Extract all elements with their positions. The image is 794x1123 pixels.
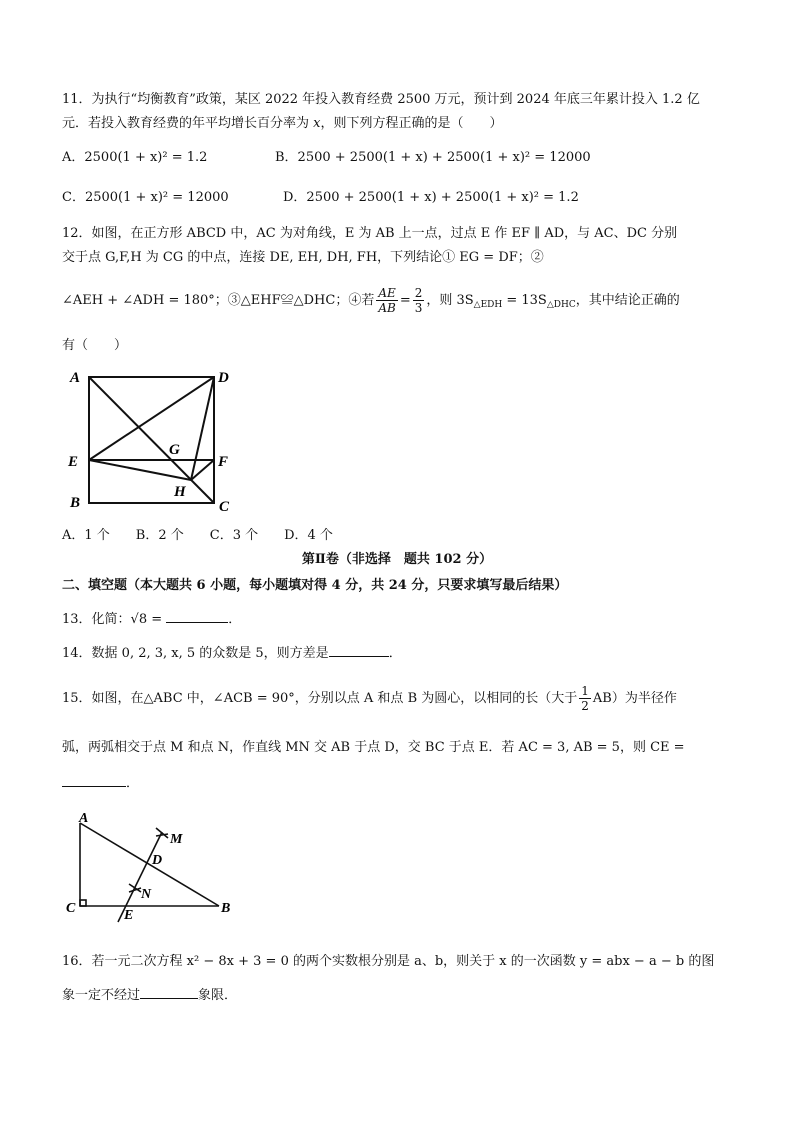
q16-line1: 16．若一元二次方程 x² − 8x + 3 = 0 的两个实数根分别是 a、b，则关于 x 的一次函数 y = abx − a − b 的图	[62, 954, 715, 969]
q12-label-h: H	[174, 484, 186, 500]
q12-line3-post: ，其中结论正确的	[575, 293, 680, 308]
q12-frac2-den: 3	[414, 301, 423, 315]
q15-triangle-figure	[62, 804, 247, 929]
q14-end: ．	[388, 646, 402, 661]
q12-line3-mid: ，则 3S	[426, 293, 474, 308]
q12-line2: 交于点 G,F,H 为 CG 的中点，连接 DE, EH, DH, FH，下列结论① EG = DF；②	[62, 250, 544, 265]
q12-label-b: B	[70, 495, 81, 511]
section2-title: 第Ⅱ卷（非选择 题共 102 分）	[301, 552, 493, 567]
q12-line3-eq: = 13S	[502, 293, 547, 308]
q11-line2	[62, 114, 503, 134]
q16-line2	[62, 986, 237, 1006]
q12-sub1: △EDH	[473, 300, 503, 310]
q12-fraction-ae-ab	[376, 286, 397, 315]
q12-label-g: G	[169, 442, 180, 458]
q15-label-d: D	[152, 853, 163, 868]
q11-option-d: D．2500 + 2500(1 + x) + 2500(1 + x)² = 1.2	[283, 190, 579, 205]
q11-line2-pre: 元．若投入教育经费的年平均增长百分率为	[62, 116, 314, 131]
q12-label-a: A	[70, 370, 81, 386]
q16-line2-post: 象限．	[198, 988, 238, 1003]
q15-line1-post: AB）为半径作	[592, 691, 677, 706]
q15-fraction-half	[579, 684, 591, 713]
q14-text: 14．数据 0, 2, 3, x, 5 的众数是 5，则方差是	[62, 646, 329, 661]
q12-sub2: △DHC	[546, 300, 576, 310]
q15-label-a: A	[79, 811, 89, 826]
q15-label-b: B	[221, 901, 231, 916]
q15-answer-blank[interactable]	[62, 786, 126, 787]
q12-fraction-two-thirds	[413, 286, 425, 315]
q14-answer-blank[interactable]	[329, 656, 389, 657]
section2-heading: 二、填空题（本大题共 6 小题，每小题填对得 4 分，共 24 分，只要求填写最后结果）	[62, 578, 568, 593]
q11-line2-post: ，则下列方程正确的是（ ）	[320, 116, 503, 131]
q11-option-c: C．2500(1 + x)² = 12000	[62, 190, 229, 205]
q16-line2-pre: 象一定不经过	[62, 988, 141, 1003]
q12-label-c: C	[219, 499, 230, 514]
q15-label-n: N	[141, 887, 152, 902]
q15-line1-pre: 15．如图，在△ABC 中，∠ACB = 90°，分别以点 A 和点 B 为圆心，以相同的长（大于	[62, 691, 578, 706]
q15-label-m: M	[170, 832, 183, 847]
q15-label-e: E	[124, 908, 134, 923]
q15-line2: 弧，两弧相交于点 M 和点 N，作直线 MN 交 AB 于点 D，交 BC 于点 E．若 AC = 3, AB = 5，则 CE =	[62, 740, 685, 755]
q13-answer-blank[interactable]	[166, 622, 228, 623]
q12-frac-den: AB	[378, 301, 396, 315]
q11-line1: 11．为执行“均衡教育”政策，某区 2022 年投入教育经费 2500 万元，预计到 2024 年底三年累计投入 1.2 亿	[62, 92, 700, 107]
q15-frac-num: 1	[581, 684, 589, 698]
q15-end: ．	[126, 776, 140, 791]
q13-line	[62, 610, 241, 630]
q12-line1: 12．如图，在正方形 ABCD 中，AC 为对角线，E 为 AB 上一点，过点 E 作 EF ∥ AD，与 AC、DC 分别	[62, 226, 678, 241]
q11-option-b: B．2500 + 2500(1 + x) + 2500(1 + x)² = 12000	[275, 150, 591, 165]
q15-label-c: C	[66, 901, 76, 916]
q13-end: ．	[228, 612, 242, 627]
q13-text: 13．化简：√8 =	[62, 612, 167, 627]
q15-line1	[62, 680, 677, 718]
q12-frac2-num: 2	[414, 286, 423, 300]
q16-answer-blank[interactable]	[140, 998, 198, 999]
q12-label-e: E	[68, 454, 79, 470]
q12-line3	[62, 282, 680, 324]
q12-options: A．1 个 B．2 个 C．3 个 D．4 个	[62, 528, 333, 543]
q12-line4: 有（ ）	[62, 338, 128, 353]
q12-line3-pre: ∠AEH + ∠ADH = 180°；③△EHF≌△DHC；④若	[62, 293, 375, 308]
q12-label-f: F	[218, 454, 229, 470]
q11-variable: x	[313, 116, 321, 131]
q14-line	[62, 644, 402, 664]
q15-line3	[62, 774, 139, 794]
q15-frac-den: 2	[581, 699, 589, 713]
q12-frac-num: AE	[376, 286, 397, 301]
q12-square-figure	[62, 362, 242, 514]
q12-equals: =	[399, 293, 411, 308]
q12-label-d: D	[218, 370, 229, 386]
q11-option-a: A．2500(1 + x)² = 1.2	[62, 150, 208, 165]
